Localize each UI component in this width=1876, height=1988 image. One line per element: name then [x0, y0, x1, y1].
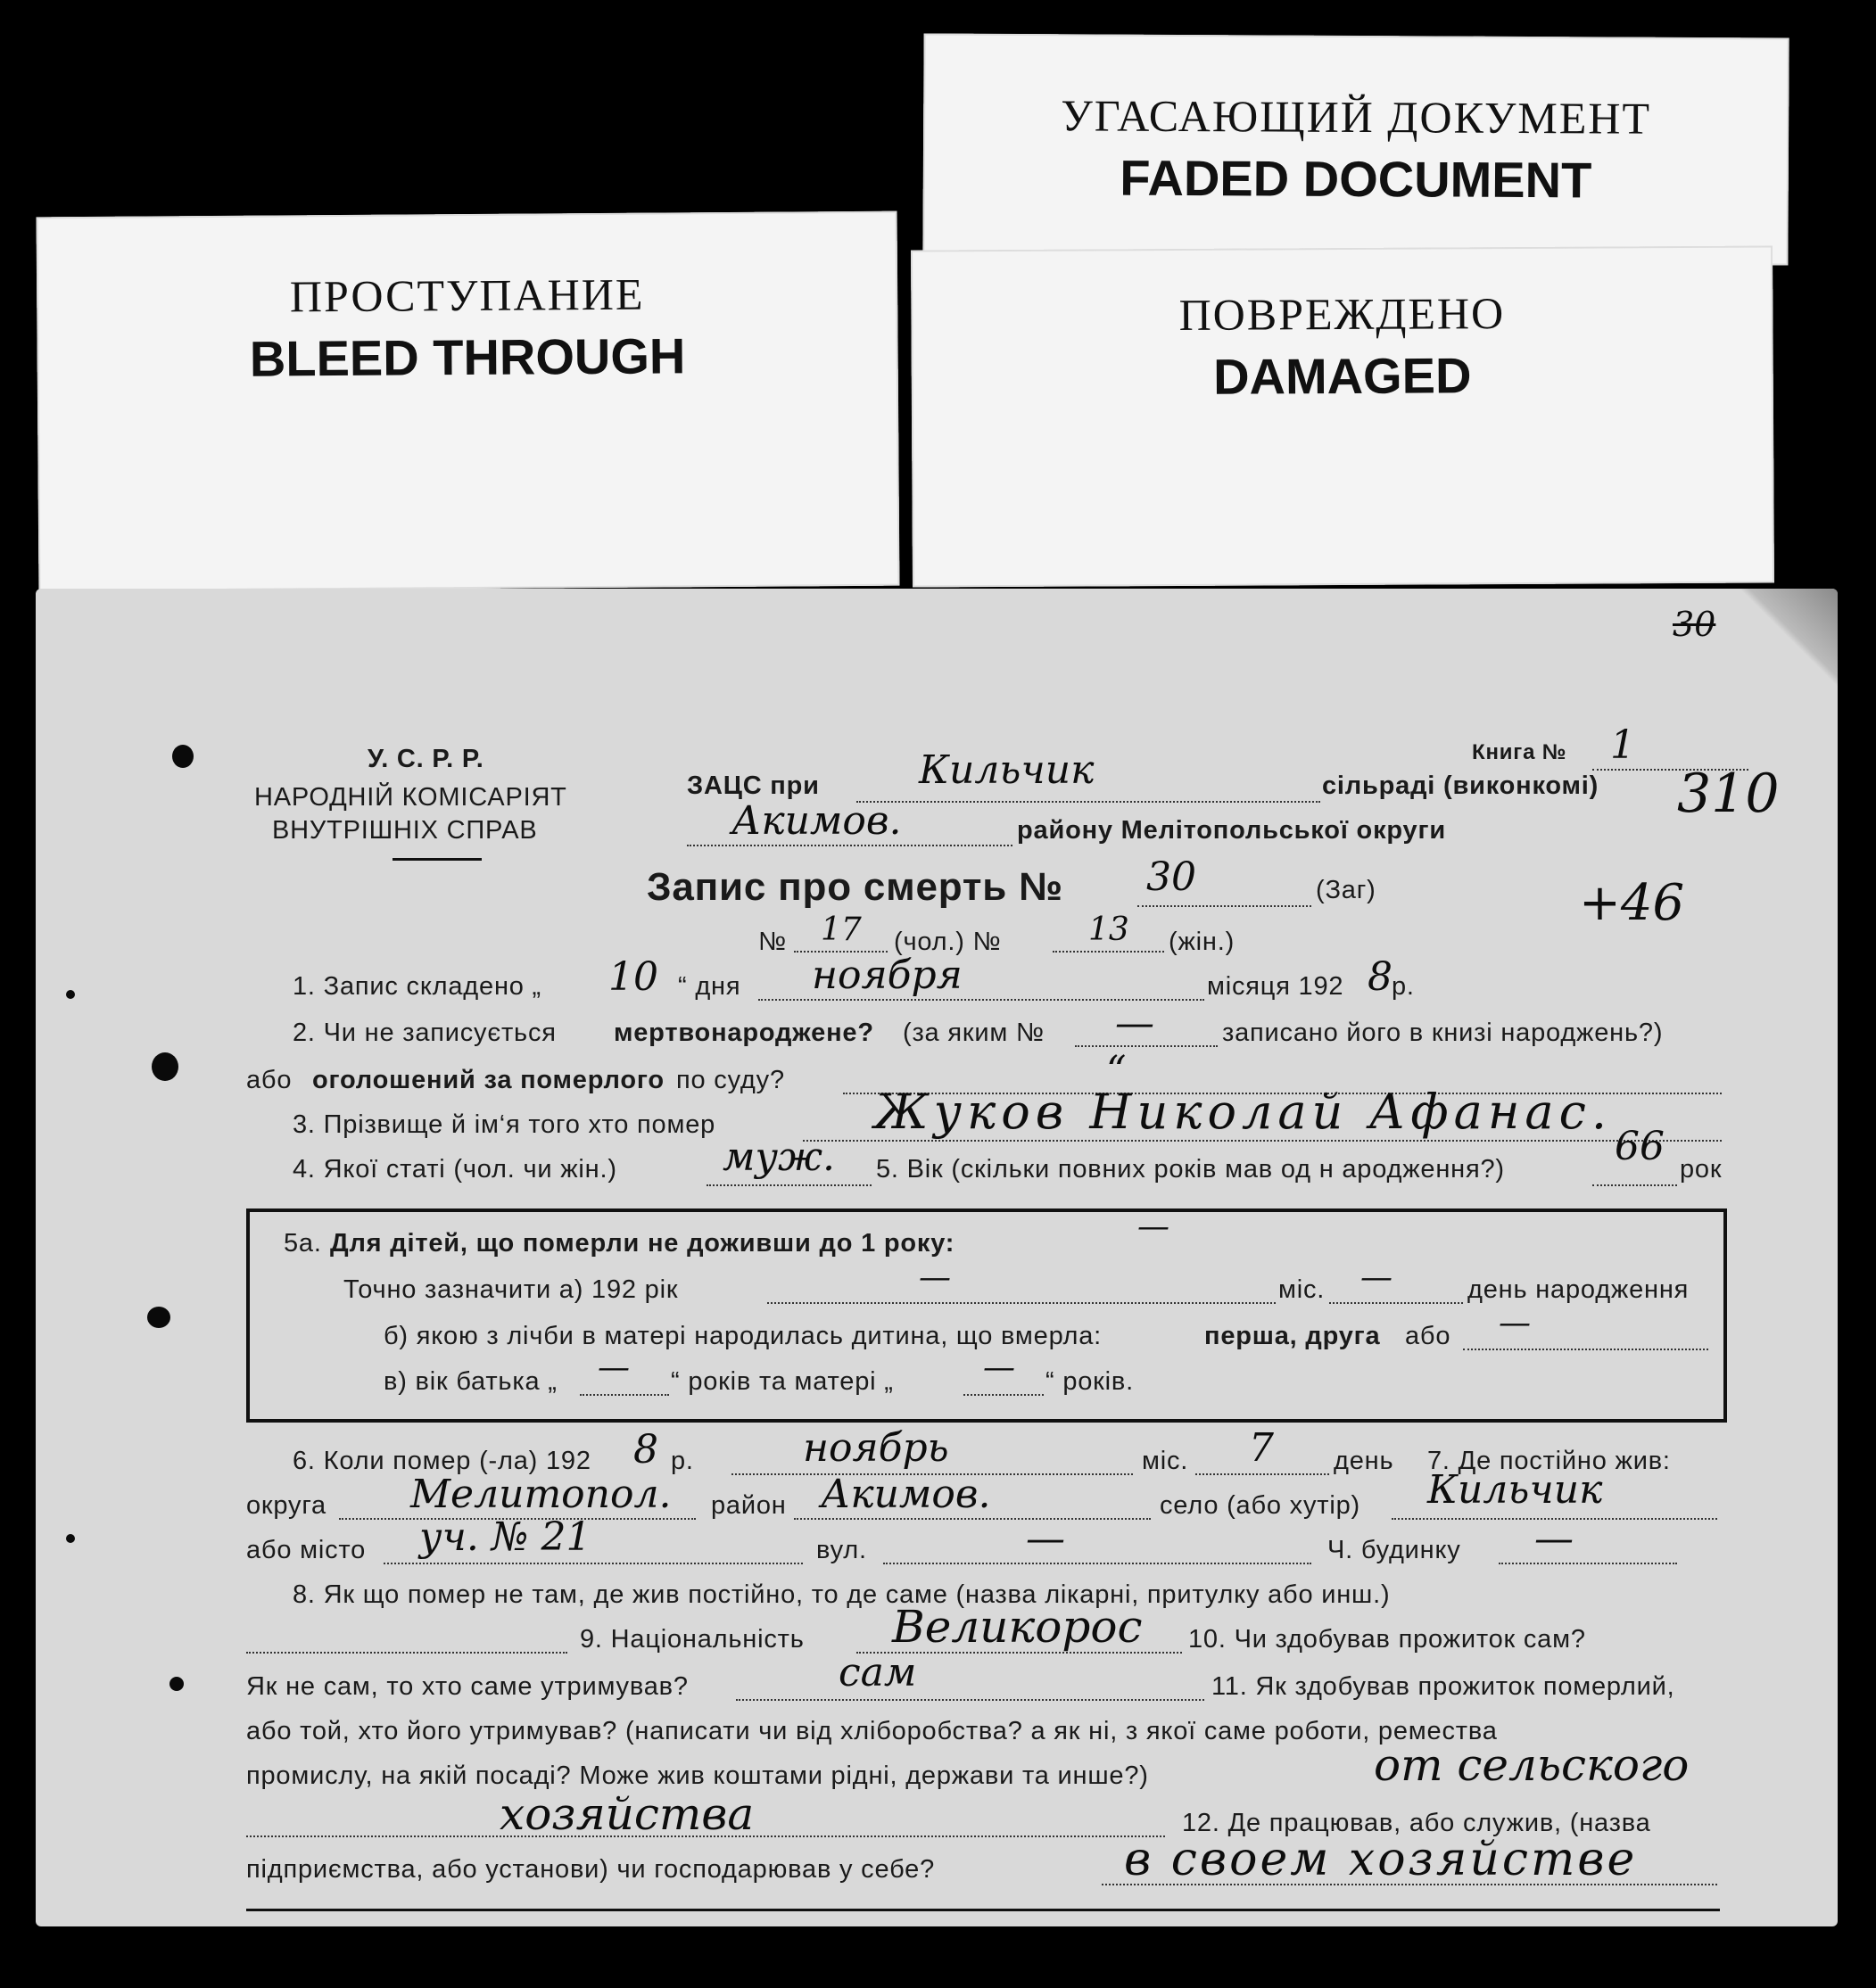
q7-okruga: округа	[246, 1491, 326, 1520]
q3-value: Жуков Николай Афанас.	[874, 1084, 1613, 1140]
q9-value: Великорос	[892, 1601, 1143, 1653]
q5a-a-value1: —	[919, 1259, 951, 1296]
book-dots	[1592, 769, 1748, 771]
q2-line1-d: записано його в книзі народжень?)	[1222, 1019, 1664, 1047]
folded-corner	[1740, 589, 1838, 687]
q5a-c-value2: —	[983, 1349, 1015, 1386]
q2-dots	[1075, 1045, 1218, 1047]
q10-sub-label: Як не сам, то хто саме утримував?	[246, 1672, 689, 1701]
q6-month: ноябрь	[803, 1425, 949, 1471]
village-name: Кильчик	[919, 747, 1095, 793]
q5a-a-month: міс.	[1278, 1275, 1326, 1304]
q11-line3: промислу, на якій посаді? Може жив коштами рідні, держави та инше?)	[246, 1761, 1149, 1790]
q10-value: сам	[839, 1650, 917, 1695]
faded-label-en: FADED DOCUMENT	[1120, 149, 1592, 209]
q1-mid: “ дня	[678, 972, 741, 1001]
female-label: (жін.)	[1169, 928, 1236, 956]
q1-suffix: місяця 192	[1207, 972, 1344, 1001]
zags-prefix: ЗАЦС при	[687, 771, 820, 800]
q4-dots	[707, 1184, 872, 1186]
q8-answer-dots	[246, 1652, 567, 1654]
q5a-b-bold: перша, друга	[1204, 1322, 1381, 1350]
q6-label: 6. Коли помер (-ла) 192	[293, 1447, 591, 1475]
q5a-a-dots2	[1329, 1302, 1463, 1304]
record-number: 30	[1146, 854, 1196, 900]
q7-rayon-dots	[794, 1518, 1151, 1520]
internal-affairs-header: ВНУТРІШНІХ СПРАВ	[272, 816, 538, 845]
q7-vul-dots	[883, 1563, 1311, 1564]
q7-vul: вул.	[816, 1536, 867, 1564]
punch-hole	[147, 1307, 170, 1328]
q2-line2-b: оголошений за померлого	[312, 1066, 665, 1094]
q3-label: 3. Прізвище й ім‘я того хто помер	[293, 1110, 716, 1139]
q2-line1-b: мертвонароджене?	[614, 1019, 874, 1047]
q7-okruga-value: Мелитопол.	[410, 1472, 672, 1517]
q10-dots	[736, 1699, 1204, 1701]
q7-bud: Ч. будинку	[1327, 1536, 1461, 1564]
q7-misto: або місто	[246, 1536, 367, 1564]
q2-line2-a: або	[246, 1066, 293, 1094]
record-title: Запис про смерть №	[647, 865, 1063, 909]
zags-suffix: сільраді (виконкомі)	[1322, 771, 1599, 800]
q12-label: 12. Де працював, або служив, (назва	[1182, 1809, 1651, 1837]
q1-end: р.	[1392, 972, 1415, 1001]
q4-value: муж.	[723, 1134, 836, 1180]
q7-bud-dots	[1499, 1563, 1677, 1564]
female-number: 13	[1088, 912, 1129, 948]
q5-label: 5. Вік (скільки повних років мав од н ародження?)	[876, 1155, 1505, 1184]
q6-month-label: міс.	[1142, 1447, 1189, 1475]
q5a-title-value: —	[1137, 1208, 1169, 1245]
q11-value2: хозяйства	[500, 1788, 755, 1840]
record-suffix: (Заг)	[1316, 876, 1376, 904]
header-underline	[393, 858, 482, 861]
q5a-b-dots	[1463, 1349, 1708, 1350]
q1-year: 8	[1368, 954, 1393, 1000]
q5a-b-end: або	[1405, 1322, 1451, 1350]
q7-misto-value: уч. № 21	[419, 1514, 591, 1560]
q5a-c-dots2	[963, 1394, 1044, 1396]
faded-document-label	[922, 33, 1789, 265]
q2-line1-c: (за яким №	[903, 1019, 1045, 1047]
punch-hole	[169, 1677, 184, 1691]
q4-label: 4. Якої статі (чол. чи жін.)	[293, 1155, 617, 1184]
no-label: №	[758, 928, 787, 956]
q6-day-dots	[1195, 1473, 1329, 1475]
archive-mark: +46	[1579, 874, 1685, 932]
q5a-b-label: б) якою з лічби в матері народилась дитина, що вмерла:	[384, 1322, 1103, 1350]
q7-label: 7. Де постійно жив:	[1427, 1447, 1671, 1475]
bleed-through-label	[37, 211, 900, 592]
q2-line1-a: 2. Чи не записується	[293, 1019, 557, 1047]
q5a-c-dots1	[580, 1394, 669, 1396]
q5a-c-mid: “ років та матері „	[671, 1367, 894, 1396]
q7-selo: село (або хутір)	[1160, 1491, 1360, 1520]
q6-year-end: р.	[671, 1447, 694, 1475]
death-record-document	[36, 589, 1838, 1926]
q5a-a-dots1	[767, 1302, 1276, 1304]
bleed-label-en: BLEED THROUGH	[249, 327, 686, 387]
q9-label: 9. Національність	[580, 1625, 805, 1654]
punch-hole	[152, 1052, 178, 1081]
q10-label: 10. Чи здобував прожиток сам?	[1188, 1625, 1586, 1654]
punch-hole	[172, 745, 194, 768]
q7-rayon: район	[711, 1491, 787, 1520]
q5a-c-end: “ років.	[1045, 1367, 1134, 1396]
ussr-header: У. С. Р. Р.	[368, 745, 484, 773]
q11-label: 11. Як здобував прожиток померлий,	[1211, 1672, 1675, 1701]
q5a-a-day: день народження	[1467, 1275, 1690, 1304]
commissariat-header: НАРОДНІЙ КОМІСАРІЯТ	[254, 783, 567, 812]
q5-dots	[1592, 1184, 1677, 1186]
q12-value: в своем хозяйстве	[1124, 1833, 1638, 1886]
q1-month: ноября	[812, 953, 963, 998]
q7-vul-value: —	[1026, 1516, 1065, 1562]
q11-line2: або той, хто його утримував? (написати чи від хліборобства? а як ні, з якої саме роботи, ремества	[246, 1717, 1498, 1745]
archive-number: 310	[1677, 763, 1780, 825]
village-dots	[856, 801, 1320, 803]
q2-value: —	[1115, 1001, 1154, 1046]
bleed-label-ru: ПРОСТУПАНИЕ	[289, 268, 645, 322]
q5a-b-value: —	[1499, 1305, 1531, 1341]
damaged-label	[911, 245, 1774, 587]
q7-bud-value: —	[1534, 1516, 1574, 1562]
record-number-dots	[1137, 905, 1311, 907]
q7-rayon-value: Акимов.	[821, 1472, 991, 1517]
male-number: 17	[821, 912, 862, 948]
q7-misto-dots	[384, 1563, 803, 1564]
damaged-label-ru: ПОВРЕЖДЕНО	[1178, 288, 1506, 340]
q1-label: 1. Запис складено „	[293, 972, 542, 1001]
crossed-page-number: 30	[1673, 605, 1716, 644]
damaged-label-en: DAMAGED	[1212, 347, 1472, 405]
q5a-title-bold: Для дітей, що померли не доживши до 1 року:	[330, 1229, 955, 1258]
q2-line2-c: по суду?	[676, 1066, 785, 1094]
q11-value1: от сельского	[1374, 1739, 1690, 1791]
district-suffix: району Мелітопольської округи	[1017, 816, 1446, 845]
book-label: Книга №	[1472, 740, 1567, 764]
district-dots	[687, 845, 1012, 846]
q6-day: 7	[1249, 1425, 1274, 1471]
book-number: 1	[1610, 722, 1635, 768]
male-label: (чол.) №	[894, 928, 1002, 956]
female-number-dots	[1053, 951, 1164, 953]
q8-label: 8. Як що помер не там, де жив постійно, то де саме (назва лікарні, притулку або инш.)	[293, 1580, 1391, 1609]
q2-value2: “	[1106, 1048, 1127, 1093]
bottom-rule	[246, 1909, 1720, 1911]
q12-dots	[1102, 1884, 1717, 1885]
punch-hole	[66, 990, 75, 999]
q5a-a-value2: —	[1360, 1259, 1393, 1296]
q5-age: 66	[1615, 1124, 1665, 1169]
q11-answer-dots	[246, 1835, 1165, 1837]
q5a-a-label: Точно зазначити а) 192 рік	[343, 1275, 679, 1304]
q5-unit: рок	[1680, 1155, 1723, 1184]
q12-line2: підприємства, або установи) чи господарював у себе?	[246, 1855, 936, 1884]
q6-day-label: день	[1334, 1447, 1394, 1475]
q5a-title: 5а.	[284, 1229, 322, 1258]
faded-label-ru: УГАСАЮЩИЙ ДОКУМЕНТ	[1061, 90, 1652, 144]
district-name: Акимов.	[731, 798, 902, 844]
punch-hole	[66, 1534, 75, 1543]
q6-year: 8	[633, 1427, 658, 1472]
q5a-c-value1: —	[598, 1349, 630, 1386]
q5a-c-label: в) вік батька „	[384, 1367, 558, 1396]
q1-day: 10	[608, 954, 658, 1000]
q3-dots	[803, 1140, 1722, 1142]
q7-selo-value: Кильчик	[1427, 1467, 1603, 1513]
